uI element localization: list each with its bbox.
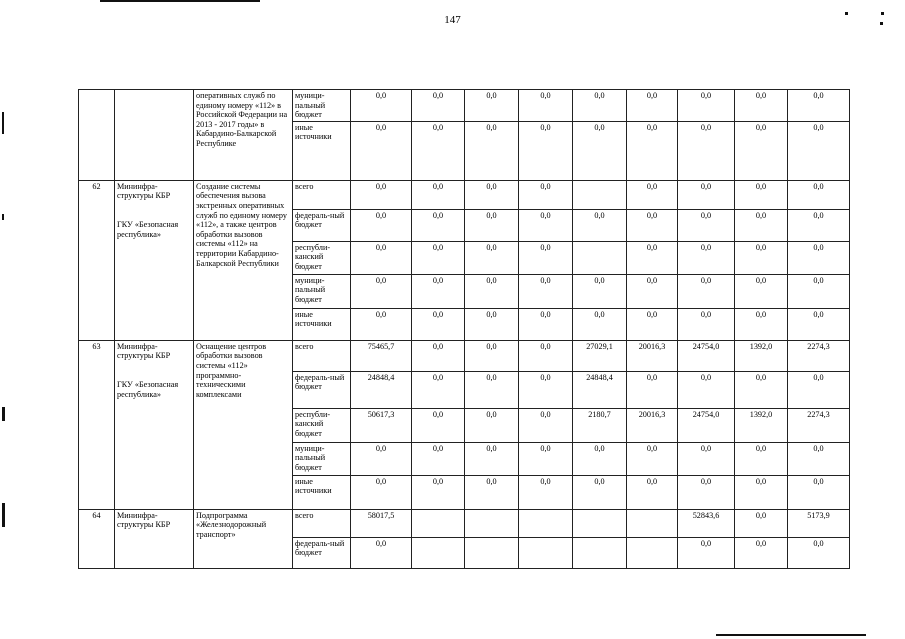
amount-cell: 0,0	[519, 308, 573, 340]
amount-cell	[519, 509, 573, 537]
funding-source: иные источники	[293, 475, 351, 509]
amount-cell: 0,0	[465, 442, 519, 475]
amount-cell: 0,0	[465, 475, 519, 509]
amount-cell: 0,0	[735, 90, 788, 122]
amount-cell: 75465,7	[351, 340, 412, 371]
amount-cell: 0,0	[573, 121, 627, 180]
amount-cell: 0,0	[465, 274, 519, 308]
amount-cell: 0,0	[519, 475, 573, 509]
amount-cell: 2274,3	[788, 340, 850, 371]
amount-cell: 0,0	[412, 241, 465, 274]
amount-cell: 0,0	[351, 90, 412, 122]
funding-source: федераль-ный бюджет	[293, 537, 351, 568]
amount-cell: 0,0	[678, 90, 735, 122]
amount-cell: 0,0	[735, 442, 788, 475]
amount-cell: 0,0	[465, 121, 519, 180]
scan-mark	[716, 634, 866, 636]
amount-cell	[519, 537, 573, 568]
amount-cell: 0,0	[735, 475, 788, 509]
amount-cell: 50617,3	[351, 408, 412, 442]
amount-cell: 0,0	[412, 340, 465, 371]
funding-source: федераль-ный бюджет	[293, 209, 351, 241]
amount-cell: 0,0	[573, 442, 627, 475]
amount-cell: 5173,9	[788, 509, 850, 537]
row-number	[79, 90, 115, 181]
amount-cell: 0,0	[351, 121, 412, 180]
amount-cell	[412, 509, 465, 537]
scan-mark	[2, 407, 5, 421]
executor-cell	[115, 90, 194, 181]
amount-cell: 0,0	[678, 308, 735, 340]
amount-cell: 0,0	[412, 408, 465, 442]
amount-cell: 0,0	[627, 209, 678, 241]
amount-cell: 0,0	[519, 241, 573, 274]
amount-cell: 0,0	[788, 442, 850, 475]
amount-cell: 0,0	[519, 209, 573, 241]
amount-cell: 0,0	[412, 475, 465, 509]
amount-cell: 52843,6	[678, 509, 735, 537]
table-row	[79, 180, 850, 209]
amount-cell: 0,0	[788, 308, 850, 340]
amount-cell: 0,0	[788, 371, 850, 408]
funding-source: всего	[293, 180, 351, 209]
amount-cell: 2274,3	[788, 408, 850, 442]
amount-cell: 0,0	[788, 475, 850, 509]
amount-cell: 0,0	[412, 90, 465, 122]
amount-cell: 0,0	[678, 241, 735, 274]
amount-cell: 0,0	[678, 209, 735, 241]
amount-cell: 0,0	[735, 537, 788, 568]
amount-cell: 0,0	[678, 180, 735, 209]
amount-cell: 2180,7	[573, 408, 627, 442]
funding-source: муници-пальный бюджет	[293, 442, 351, 475]
executor-cell	[115, 180, 194, 340]
funding-source: республи-канский бюджет	[293, 241, 351, 274]
amount-cell: 0,0	[735, 509, 788, 537]
amount-cell: 0,0	[412, 308, 465, 340]
amount-cell: 0,0	[412, 180, 465, 209]
amount-cell: 0,0	[678, 274, 735, 308]
amount-cell: 0,0	[735, 308, 788, 340]
amount-cell: 24848,4	[573, 371, 627, 408]
amount-cell: 1392,0	[735, 340, 788, 371]
amount-cell: 20016,3	[627, 408, 678, 442]
amount-cell: 24754,0	[678, 340, 735, 371]
amount-cell: 0,0	[678, 121, 735, 180]
amount-cell: 0,0	[788, 209, 850, 241]
amount-cell: 0,0	[627, 90, 678, 122]
amount-cell: 0,0	[351, 180, 412, 209]
amount-cell: 0,0	[412, 371, 465, 408]
amount-cell: 0,0	[519, 90, 573, 122]
amount-cell: 0,0	[678, 475, 735, 509]
executor-name: ГКУ «Безопасная республика»	[117, 379, 179, 399]
amount-cell: 0,0	[519, 274, 573, 308]
amount-cell: 0,0	[351, 537, 412, 568]
table-row	[79, 340, 850, 371]
amount-cell: 1392,0	[735, 408, 788, 442]
amount-cell: 0,0	[351, 475, 412, 509]
executor-name: Mининфра-структуры КБР	[117, 341, 171, 361]
amount-cell: 0,0	[465, 241, 519, 274]
amount-cell: 0,0	[351, 241, 412, 274]
amount-cell	[573, 509, 627, 537]
funding-source: федераль-ный бюджет	[293, 371, 351, 408]
amount-cell: 0,0	[678, 442, 735, 475]
amount-cell: 0,0	[465, 90, 519, 122]
amount-cell: 0,0	[627, 371, 678, 408]
amount-cell	[573, 537, 627, 568]
amount-cell: 0,0	[678, 537, 735, 568]
amount-cell: 27029,1	[573, 340, 627, 371]
scan-mark	[100, 0, 260, 2]
amount-cell: 0,0	[627, 121, 678, 180]
amount-cell: 0,0	[465, 408, 519, 442]
amount-cell: 0,0	[519, 408, 573, 442]
measure-name: Создание системы обеспечения вызова экстренных оперативных служб по единому номеру «112», а также центров обработки вызовов системы «112» на территории Кабардино-Балкарской Республики	[194, 180, 293, 340]
amount-cell: 20016,3	[627, 340, 678, 371]
funding-source: муници-пальный бюджет	[293, 274, 351, 308]
amount-cell: 0,0	[351, 209, 412, 241]
amount-cell: 0,0	[573, 308, 627, 340]
scan-mark	[2, 112, 4, 134]
amount-cell: 24754,0	[678, 408, 735, 442]
funding-source: всего	[293, 509, 351, 537]
amount-cell: 0,0	[573, 90, 627, 122]
amount-cell: 0,0	[678, 371, 735, 408]
amount-cell: 0,0	[573, 209, 627, 241]
amount-cell: 0,0	[735, 274, 788, 308]
row-number: 63	[79, 340, 115, 509]
measure-name: оперативных служб по единому номеру «112» в Российской Федерации на 2013 - 2017 годы» в Кабардино-Балкарской Республике	[194, 90, 293, 181]
measure-name: Подпрограмма «Железнодорожный транспорт»	[194, 509, 293, 568]
executor-name: ГКУ «Безопасная республика»	[117, 219, 179, 239]
funding-source: республи-канский бюджет	[293, 408, 351, 442]
amount-cell: 0,0	[465, 371, 519, 408]
executor-name: Mининфра-структуры КБР	[117, 181, 171, 201]
amount-cell: 0,0	[573, 274, 627, 308]
amount-cell: 0,0	[735, 241, 788, 274]
amount-cell: 0,0	[465, 180, 519, 209]
amount-cell: 0,0	[412, 442, 465, 475]
amount-cell: 0,0	[412, 121, 465, 180]
funding-source: всего	[293, 340, 351, 371]
amount-cell: 0,0	[465, 340, 519, 371]
table-row	[79, 90, 850, 122]
amount-cell	[627, 509, 678, 537]
amount-cell: 0,0	[412, 274, 465, 308]
amount-cell: 0,0	[519, 371, 573, 408]
amount-cell: 0,0	[465, 209, 519, 241]
scan-mark	[880, 22, 883, 25]
executor-cell	[115, 340, 194, 509]
row-number: 64	[79, 509, 115, 568]
amount-cell: 0,0	[627, 475, 678, 509]
amount-cell	[627, 537, 678, 568]
executor-name: Mининфра-структуры КБР	[117, 510, 171, 530]
amount-cell	[573, 241, 627, 274]
amount-cell: 0,0	[519, 340, 573, 371]
amount-cell: 0,0	[519, 121, 573, 180]
amount-cell	[465, 509, 519, 537]
amount-cell: 0,0	[788, 241, 850, 274]
amount-cell: 0,0	[735, 121, 788, 180]
budget-table	[78, 89, 850, 569]
amount-cell: 24848,4	[351, 371, 412, 408]
row-number: 62	[79, 180, 115, 340]
amount-cell: 0,0	[735, 371, 788, 408]
amount-cell: 0,0	[627, 241, 678, 274]
amount-cell: 0,0	[465, 308, 519, 340]
scan-mark	[881, 12, 884, 15]
amount-cell: 0,0	[412, 209, 465, 241]
amount-cell: 0,0	[519, 180, 573, 209]
amount-cell: 0,0	[627, 308, 678, 340]
amount-cell: 0,0	[627, 180, 678, 209]
amount-cell	[573, 180, 627, 209]
amount-cell: 0,0	[351, 274, 412, 308]
amount-cell	[465, 537, 519, 568]
amount-cell: 0,0	[519, 442, 573, 475]
measure-name: Оснащение центров обработки вызовов системы «112» программно-техническими комплексами	[194, 340, 293, 509]
funding-source: иные источники	[293, 121, 351, 180]
amount-cell: 0,0	[788, 90, 850, 122]
amount-cell: 0,0	[573, 475, 627, 509]
funding-source: муници-пальный бюджет	[293, 90, 351, 122]
amount-cell	[412, 537, 465, 568]
scan-mark	[845, 12, 848, 15]
executor-cell	[115, 509, 194, 568]
amount-cell: 0,0	[627, 274, 678, 308]
amount-cell: 0,0	[351, 442, 412, 475]
amount-cell: 0,0	[788, 537, 850, 568]
amount-cell: 0,0	[788, 121, 850, 180]
funding-source: иные источники	[293, 308, 351, 340]
page-number: 147	[444, 14, 461, 26]
amount-cell: 0,0	[735, 180, 788, 209]
scan-mark	[2, 214, 4, 220]
scan-mark	[2, 503, 5, 527]
amount-cell: 0,0	[788, 180, 850, 209]
amount-cell: 0,0	[788, 274, 850, 308]
amount-cell: 0,0	[735, 209, 788, 241]
table-row	[79, 509, 850, 537]
amount-cell: 0,0	[627, 442, 678, 475]
amount-cell: 58017,5	[351, 509, 412, 537]
amount-cell: 0,0	[351, 308, 412, 340]
